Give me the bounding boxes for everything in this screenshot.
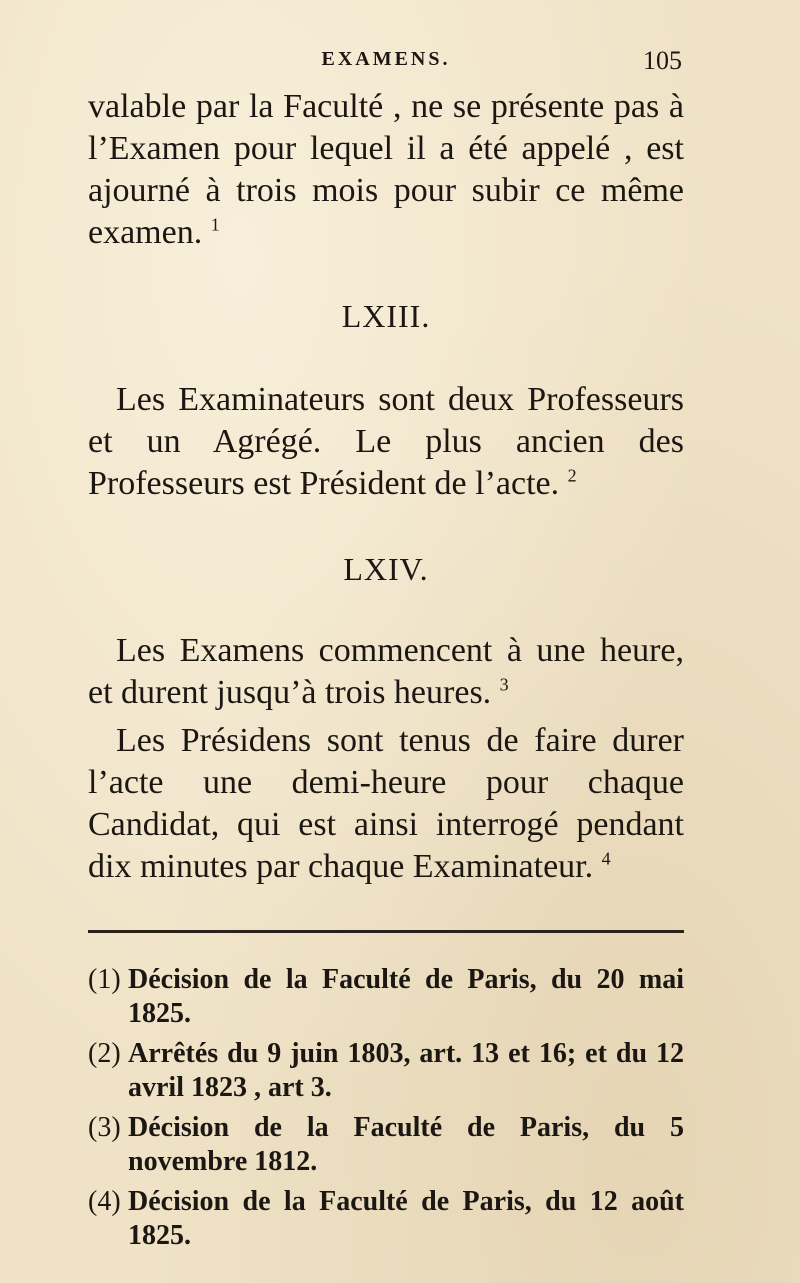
paragraph-text: Les Examens commencent à une heure, et durent jusqu’à trois heures. — [88, 632, 684, 711]
paragraph-text: valable par la Faculté , ne se présente pas à l’Examen pour lequel il a été appelé , est ajourné à trois mois pour subir ce même examen. — [88, 88, 684, 251]
footnote-reference: 3 — [499, 674, 509, 695]
footnote-text: Décision de la Faculté de Paris, du 12 août 1825. — [128, 1186, 684, 1251]
footnotes — [88, 963, 684, 1253]
footnote-marker: (4) — [88, 1186, 121, 1217]
book-page — [88, 40, 684, 1259]
paragraph-examinateurs — [88, 379, 684, 505]
paragraph-text: Les Examinateurs sont deux Professeurs et un Agrégé. Le plus ancien des Professeurs est Président de l’acte. — [88, 381, 684, 502]
footnote-marker: (2) — [88, 1038, 121, 1069]
footnote-reference: 4 — [601, 848, 611, 869]
paragraph-text: Les Présidens sont tenus de faire durer l’acte une demi-heure pour chaque Candidat, qui est ainsi interrogé pendant dix minutes par chaque Examinateur. — [88, 722, 684, 885]
running-head — [88, 40, 684, 86]
footnote-item — [88, 1037, 684, 1105]
article-heading-lxiv: LXIV. — [343, 551, 429, 587]
paragraph-presidens — [88, 720, 684, 888]
running-title: EXAMENS. — [321, 48, 451, 70]
paragraph-continuation — [88, 86, 684, 254]
footnote-text: Décision de la Faculté de Paris, du 5 novembre 1812. — [128, 1112, 684, 1177]
footnote-item — [88, 1111, 684, 1179]
article-heading-lxiii: LXIII. — [341, 298, 431, 334]
footnote-reference: 2 — [567, 465, 577, 486]
paragraph-horaires — [88, 630, 684, 714]
footnote-divider — [88, 930, 684, 933]
footnote-text: Décision de la Faculté de Paris, du 20 mai 1825. — [128, 964, 684, 1029]
footnote-reference: 1 — [210, 214, 220, 235]
footnote-item — [88, 1185, 684, 1253]
footnote-marker: (3) — [88, 1112, 121, 1143]
footnote-text: Arrêtés du 9 juin 1803, art. 13 et 16; et du 12 avril 1823 , art 3. — [128, 1038, 684, 1103]
footnote-marker: (1) — [88, 964, 121, 995]
footnote-item — [88, 963, 684, 1031]
page-number: 105 — [643, 46, 682, 75]
